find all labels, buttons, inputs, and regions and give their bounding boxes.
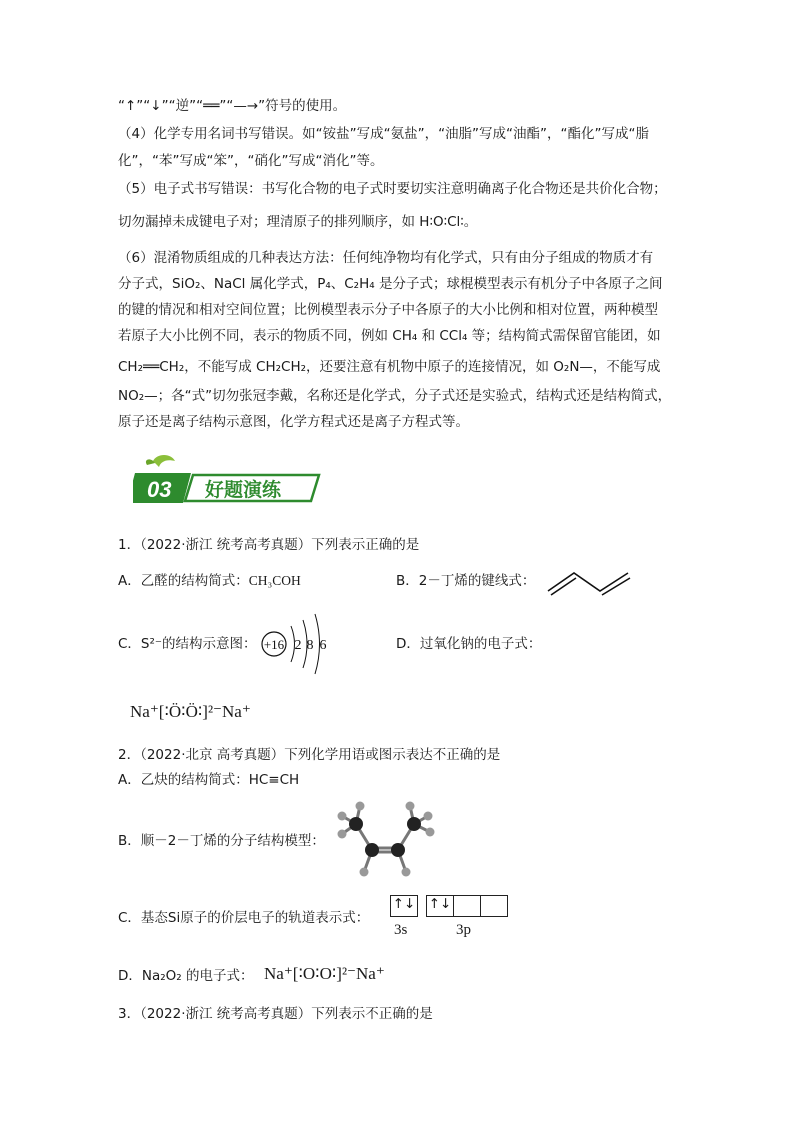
sulfide-ion-structure-diagram [260,612,340,676]
orbital-3p-box [453,895,481,917]
silicon-orbital-diagram [388,895,518,945]
note-item-6-line: 的键的情况和相对空间位置；比例模型表示分子中各原子的大小比例和相对位置，两种模型 [118,302,658,318]
note-item-6-line: CH₂══CH₂，不能写成 CH₂CH₂，还要注意有机物中原子的连接情况，如 O₂N—，不能写成 [118,359,661,375]
note-item-5-line-2: 切勿漏掉未成键电子对；理清原子的排列顺序，如 H∶O∶Cl∶。 [118,214,478,230]
orbital-3s-label: 3s [394,922,408,938]
section-title: 好题演练 [205,479,282,501]
q1-option-a-label: A．乙醛的结构简式： [118,573,249,589]
q1-option-c [118,634,257,654]
q1-option-d [396,634,541,654]
nucleus-charge: +16 [263,637,285,652]
q2-option-d [118,966,254,986]
section-banner [133,455,323,505]
q1-option-b [396,571,535,591]
orbital-3p-box [480,895,508,917]
q1-option-c-label: C．S²⁻的结构示意图： [118,636,257,652]
shell-electron-count: 6 [319,638,327,653]
note-item-5-line-1: （5）电子式书写错误：书写化合物的电子式时要切实注意明确离子化合物还是共价化合物； [118,181,667,197]
q2-option-c [118,908,369,928]
orbital-3p-label: 3p [456,922,471,938]
note-item-6-line: NO₂—；各“式”切勿张冠李戴，名称还是化学式，分子式还是实验式，结构式还是结构简式， [118,388,672,404]
q2-option-a: A．乙炔的结构简式：HC≡CH [118,772,300,788]
note-item-6-line: （6）混淆物质组成的几种表达方法：任何纯净物均有化学式，只有由分子组成的物质才有 [118,250,654,266]
note-item-4-line-2: 化”，“苯”写成“笨”，“硝化”写成“消化”等。 [118,153,384,169]
q2-option-b-label: B．顺－2－丁烯的分子结构模型： [118,833,325,849]
question-1-stem: 1．（2022·浙江 统考高考真题）下列表示正确的是 [118,537,420,553]
question-3-stem: 3．（2022·浙江 统考高考真题）下列表示不正确的是 [118,1006,433,1022]
q1-option-d-label: D．过氧化钠的电子式： [396,636,542,652]
note-item-4-line-1: （4）化学专用名词书写错误。如“铵盐”写成“氨盐”，“油脂”写成“油酯”，“酯化”写成“脂 [118,126,650,142]
q1-option-b-label: B．2－丁烯的键线式： [396,573,536,589]
q2-option-c-label: C．基态Si原子的价层电子的轨道表示式： [118,910,370,926]
q1-option-a [118,571,301,591]
butene-skeletal-formula [544,565,634,597]
q1-option-a-formula: CH₃COH [248,573,301,588]
note-item-6-line: 原子还是离子结构示意图，化学方程式还是离子方程式等。 [118,414,469,430]
sodium-peroxide-electron-formula: Na⁺[∶Ö∶Ö∶]²⁻Na⁺ [130,702,251,721]
shell-electron-count: 8 [306,638,314,653]
orbital-3s-box: ↑↓ [390,895,418,917]
leaf-icon [153,455,175,467]
section-number: 03 [147,477,172,502]
q2-option-b [118,831,325,851]
note-item-6-line: 若原子大小比例不同，表示的物质不同，例如 CH₄ 和 CCl₄ 等；结构简式需保留官能团，如 [118,328,661,344]
sodium-peroxide-formula-q2: Na⁺[∶O∶O∶]²⁻Na⁺ [264,964,385,983]
question-2-stem: 2．（2022·北京 高考真题）下列化学用语或图示表达不正确的是 [118,747,501,763]
note-item-6-line: 分子式，SiO₂、NaCl 属化学式，P₄、C₂H₄ 是分子式；球棍模型表示有机分子中各原子之间 [118,276,663,292]
cis-2-butene-ball-stick-model [330,800,450,878]
q2-option-d-label: D．Na₂O₂ 的电子式： [118,968,254,984]
shell-electron-count: 2 [294,638,302,653]
orbital-3p-box: ↑↓ [426,895,454,917]
section-banner-graphic [133,455,323,505]
symbols-line: “↑”“↓”“逆”“══”“—→”符号的使用。 [118,98,347,114]
